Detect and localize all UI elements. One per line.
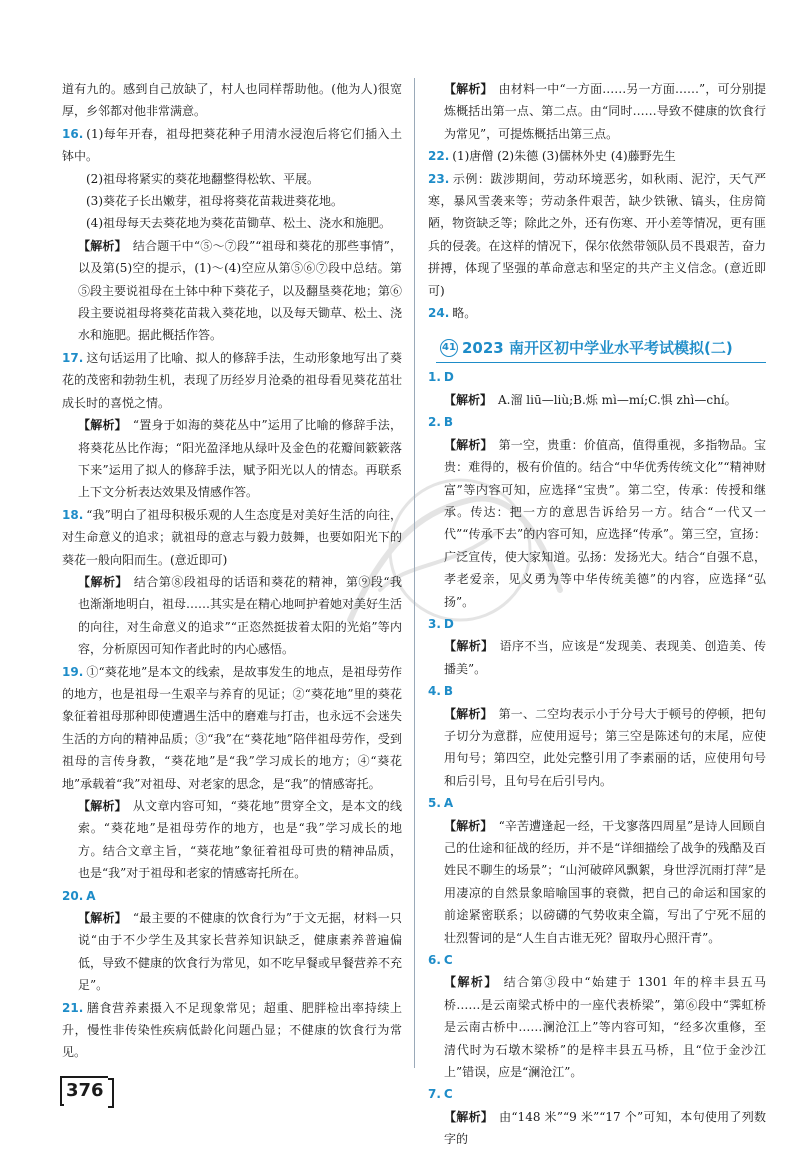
question-19	[62, 661, 402, 885]
answer-analysis: 【解析】 “辛苦遭逢起一经，干戈寥落四周星”是诗人回顾自己的仕途和征战的经历，并不是“详细描绘了战争的残酷及百姓民不聊生的场景”；“山河破碎风飘絮，身世浮沉雨打萍”是用凄凉的自然景象暗喻国事的衰微，把自己的命运和国家的前途紧密联系；以磅礴的气势收束全篇，写出了宁死不屈的壮烈誓词的是“人生自古谁无死？留取丹心照汗青”。	[444, 818, 766, 945]
answer-choice: B	[443, 415, 454, 430]
analysis-tag: 【解析】	[78, 911, 127, 926]
analysis-tag: 【解析】	[444, 82, 493, 96]
question-16	[62, 123, 402, 347]
question-number: 24.	[428, 306, 450, 321]
section-title: 2023 南开区初中学业水平考试模拟(二)	[462, 339, 733, 358]
analysis-tag: 【解析】	[78, 799, 127, 813]
analysis-tag: 【解析】	[78, 418, 127, 433]
question-number: 6.	[428, 953, 441, 968]
question-18	[62, 504, 402, 661]
q21-analysis: 【解析】 由材料一中“一方面……另一方面……”，可分别提炼概括出第一点、第二点。由“同时……导致不健康的饮食行为常见”，可提炼概括出第三点。	[444, 82, 766, 141]
section-number-badge: 41	[440, 339, 458, 357]
answer-item	[428, 411, 766, 613]
analysis-tag: 【解析】	[78, 238, 127, 253]
analysis-tag: 【解析】	[444, 639, 494, 654]
question-number: 17.	[62, 350, 84, 365]
answer-item	[428, 949, 766, 1083]
answer-item	[428, 613, 766, 680]
question-20	[62, 885, 402, 997]
q16-item-3: (3)葵花子长出嫩芽，祖母将葵花苗栽进葵花地。	[86, 194, 343, 209]
question-number: 4.	[428, 684, 441, 699]
q19-analysis: 【解析】 从文章内容可知，“葵花地”贯穿全文，是本文的线索。“葵花地”是祖母劳作的地方，也是“我”学习成长的地方。结合文章主旨，“葵花地”象征着祖母可贵的精神品质，也是“我”对于祖母和老家的情感寄托所在。	[78, 799, 402, 881]
answers-list	[428, 366, 766, 1150]
question-23: 23. 示例：跋涉期间，劳动环境恶劣，如秋雨、泥泞，天气严寒，暴风雪袭来等；劳动条件艰苦，缺少铁锹、镐头，住房简陋，物资缺乏等；除此之外，还有伤寒、开小差等情况，更有匪兵的侵袭。在这样的情况下，保尔依然带领队员不畏艰苦，奋力拼搏，体现了坚强的革命意志和坚定的共产主义信念。(意近即可)	[428, 171, 766, 298]
q19-answer: ①“葵花地”是本文的线索，是故事发生的地点，是祖母劳作的地方，也是祖母一生艰辛与养育的见证；②“葵花地”里的葵花象征着祖母那种即使遭遇生活中的磨难与打击，也永远不会迷失生活的方向的精神品质；③“我”在“葵花地”陪伴祖母劳作，受到祖母的言传身教，“葵花地”是“我”学习成长的地方；④“葵花地”承载着“我”对祖母、对老家的思念，是“我”的情感寄托。	[62, 664, 402, 791]
question-number: 18.	[62, 507, 84, 522]
answer-choice: D	[443, 616, 454, 631]
analysis-tag: 【解析】	[444, 706, 493, 721]
question-number: 3.	[428, 616, 441, 631]
q21-answer: 膳食营养素摄入不足现象常见；超重、肥胖检出率持续上升，慢性非传染性疾病低龄化问题凸显；不健康的饮食行为常见。	[62, 1000, 402, 1060]
analysis-tag: 【解析】	[444, 437, 493, 452]
question-number: 19.	[62, 664, 84, 679]
question-21	[62, 997, 402, 1064]
question-number: 21.	[62, 1000, 84, 1015]
column-divider	[414, 78, 415, 1068]
question-number: 23.	[428, 171, 450, 186]
q17-answer: 这句话运用了比喻、拟人的修辞手法，生动形象地写出了葵花的茂密和勃勃生机，表现了历经岁月沧桑的祖母看见葵花茁壮成长时的喜悦之情。	[62, 350, 402, 410]
answer-analysis: 【解析】 语序不当，应该是“发现美、表现美、创造美、传播美”。	[444, 639, 766, 676]
q16-item-4: (4)祖母每天去葵花地为葵花苗锄草、松土、浇水和施肥。	[86, 216, 392, 231]
analysis-tag: 【解析】	[444, 818, 493, 833]
analysis-tag: 【解析】	[444, 1109, 494, 1124]
q18-analysis: 【解析】 结合第⑧段祖母的话语和葵花的精神，第⑨段“我也渐渐地明白，祖母……其实是在精心地呵护着她对美好生活的向往，对生命意义的追求”“正恣然挺拔着太阳的光焰”等内容，分析原因可知作者此时的内心感悟。	[78, 574, 403, 657]
q16-analysis: 【解析】 结合题干中“⑤～⑦段”“祖母和葵花的那些事情”，以及第(5)空的提示，(1)～(4)空应从第⑤⑥⑦段中总结。第⑤段主要说祖母在土钵中种下葵花子，以及翻垦葵花地；第⑥段主要说祖母将葵花苗栽入葵花地，以及每天锄草、松土、浇水和施肥。据此概括作答。	[78, 238, 403, 343]
answer-analysis: 【解析】 A.溜 liū—liù;B.烁 mì—mí;C.惧 zhì—chí。	[444, 392, 737, 407]
question-17	[62, 347, 402, 504]
question-22: 22. (1)唐僧 (2)朱德 (3)儒林外史 (4)藤野先生	[428, 149, 676, 164]
question-24: 24. 略。	[428, 306, 477, 321]
answer-choice: C	[443, 953, 453, 968]
answer-item	[428, 680, 766, 792]
question-number: 16.	[62, 126, 84, 141]
analysis-tag: 【解析】	[444, 392, 493, 407]
question-number: 20.	[62, 888, 84, 903]
answer-choice: C	[443, 1087, 453, 1102]
q20-answer: A	[86, 888, 96, 903]
answer-choice: D	[443, 370, 454, 385]
answer-item	[428, 792, 766, 949]
answer-item	[428, 366, 766, 411]
analysis-tag: 【解析】	[78, 574, 128, 589]
answer-choice: B	[443, 684, 454, 699]
question-number: 2.	[428, 415, 441, 430]
question-number: 5.	[428, 796, 441, 811]
section-heading	[440, 336, 766, 360]
answer-analysis: 【解析】 由“148 米”“9 米”“17 个”可知，本句使用了列数字的	[444, 1109, 766, 1147]
analysis-tag: 【解析】	[444, 975, 498, 990]
answer-choice: A	[443, 796, 454, 811]
q16-item-2: (2)祖母将紧实的葵花地翻整得松软、平展。	[86, 171, 319, 186]
q17-analysis: 【解析】 “置身于如海的葵花丛中”运用了比喻的修辞手法，将葵花丛比作海；“阳光盈泽地从绿叶及金色的花瓣间簌簌落下来”运用了拟人的修辞手法，赋予阳光以人的情态。再联系上下文分析表达效果及情感作答。	[78, 418, 402, 500]
answer-analysis: 【解析】 结合第③段中“始建于 1301 年的梓丰县五马桥……是云南梁式桥中的一座代表桥梁”，第⑥段中“霁虹桥是云南古桥中……澜沧江上”等内容可知，“经多次重修，至清代时为石墩木梁桥”的是梓丰县五马桥，且“位于金沙江上”错误，应是“澜沧江”。	[444, 975, 766, 1080]
answer-item	[428, 1083, 766, 1150]
question-number: 22.	[428, 149, 450, 164]
page-number: 376	[60, 1076, 108, 1104]
question-number: 7.	[428, 1087, 441, 1102]
answer-analysis: 【解析】 第一、二空均表示小于分号大于顿号的停顿，把句子切分为意群，应使用逗号；第三空是陈述句的末尾，应使用句号；第四空，此处完整引用了李素丽的话，应使用句号和后引号，且句号在后引号内。	[444, 706, 766, 788]
q16-item-1: (1)每年开春，祖母把葵花种子用清水浸泡后将它们插入土钵中。	[62, 126, 402, 164]
left-column	[62, 78, 402, 1064]
question-number: 1.	[428, 370, 441, 385]
answer-analysis: 【解析】 第一空，贵重：价值高，值得重视，多指物品。宝贵：难得的，极有价值的。结合“中华优秀传统文化”“精神财富”等内容可知，应选择“宝贵”。第二空，传承：传授和继承。传达：把一方的意思告诉给另一方。结合“一代又一代”“传承下去”的内容可知，应选择“传承”。第三空，宣扬：广泛宣传，使大家知道。弘扬：发扬光大。结合“自强不息，孝老爱亲，见义勇为等中华传统美德”的内容，应选择“弘扬”。	[444, 437, 766, 609]
right-column	[428, 78, 766, 1151]
q18-answer: “我”明白了祖母积极乐观的人生态度是对美好生活的向往，对生命意义的追求；就祖母的意志与毅力鼓舞，也要如阳光下的葵花一般向阳而生。(意近即可)	[62, 507, 402, 567]
q20-analysis: 【解析】 “最主要的不健康的饮食行为”于文无据，材料一只说“由于不少学生及其家长营养知识缺乏，健康素养普遍偏低，导致不健康的饮食行为常见，如不吃早餐或早餐营养不充足”。	[78, 911, 403, 993]
intro-text: 道有九的。感到自己放缺了，村人也同样帮助他。(他为人)很宽厚，乡邻都对他非常满意。	[62, 82, 402, 119]
